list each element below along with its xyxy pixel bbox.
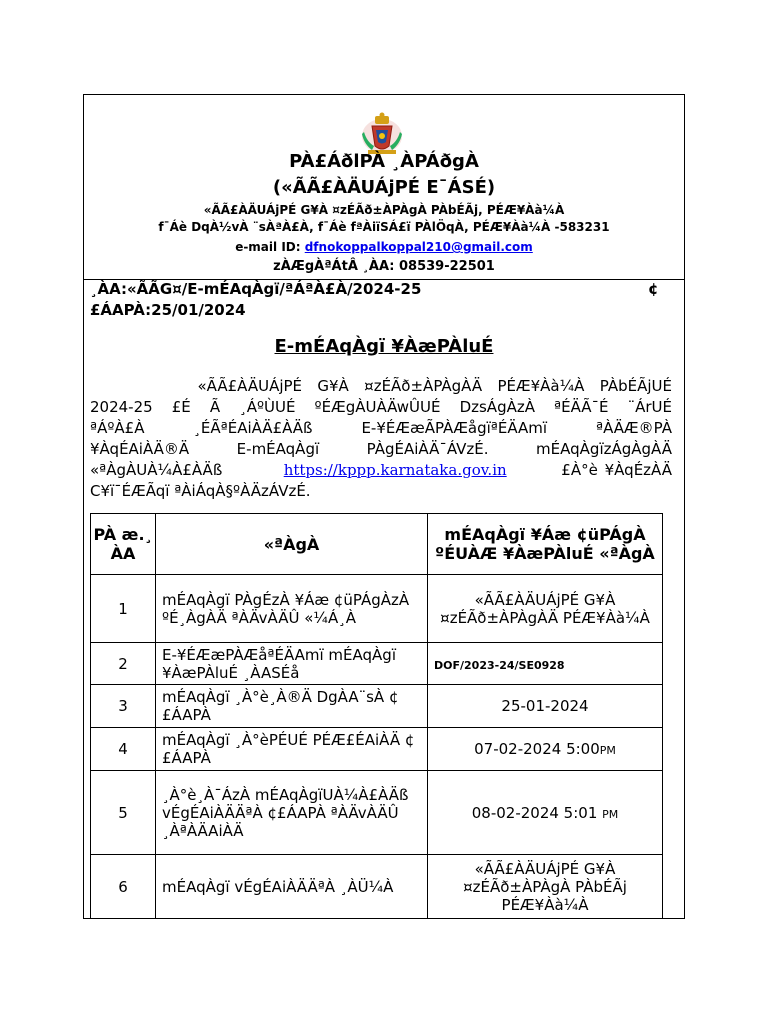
table-header-row bbox=[91, 514, 663, 575]
phone-line: zÀÆgÀªÁtÂ ¸ÀA: 08539-22501 bbox=[273, 259, 495, 274]
office-address-line2: f¯Áè DqÀ½vÀ ¨sÀªÀ£À, f¯Áè fªÀiïSÁ£ï PÀlÖqÀ, PÉÆ¥Àà¼À -583231 bbox=[158, 220, 610, 234]
row-number: 2 bbox=[91, 643, 156, 685]
row-number: 4 bbox=[91, 728, 156, 771]
reference-date-label: ¢ bbox=[648, 280, 659, 298]
row-value: 25-01-2024 bbox=[428, 685, 663, 728]
row-value: «ÃÃ£ÀÄUÁjPÉ G¥À ¤zÉÃð±ÀPÀgÀÄ PÉÆ¥Àà¼À bbox=[428, 575, 663, 643]
tender-details-table bbox=[90, 513, 663, 919]
notice-body bbox=[90, 376, 672, 502]
state-emblem-logo bbox=[359, 112, 405, 156]
row-value bbox=[428, 643, 663, 685]
row-description: mÉAqÀgï ¸À°è¸À®Ä DgÀA¨sÀ ¢£ÁAPÀ bbox=[156, 685, 428, 728]
row-value-suffix: PM bbox=[599, 744, 616, 757]
row-value bbox=[428, 728, 663, 771]
column-header-serial: PÀ æ.¸ ÀA bbox=[91, 514, 156, 575]
row-description: mÉAqÀgï ¸À°èPÉUÉ PÉÆ£ÉAiÀÄ ¢£ÁAPÀ bbox=[156, 728, 428, 771]
email-label: e-mail ID: bbox=[235, 240, 305, 254]
portal-link[interactable]: https://kppp.karnataka.gov.in bbox=[283, 461, 507, 479]
table-row bbox=[91, 643, 663, 685]
notice-body-line bbox=[90, 460, 672, 481]
row-value-datetime: 07-02-2024 5:00 bbox=[474, 740, 600, 758]
row-number: 1 bbox=[91, 575, 156, 643]
row-value: «ÃÃ£ÀÄUÁjPÉ G¥À ¤zÉÃð±ÀPÀgÀ PÀbÉÃj PÉÆ¥Àà¼À bbox=[428, 855, 663, 919]
notice-body-line bbox=[90, 376, 672, 397]
email-line bbox=[0, 240, 768, 254]
table-row bbox=[91, 575, 663, 643]
notice-body-line: ¥ÀqÉAiÀÄ®Ä E-mÉAqÀgï PÀgÉAiÀÄ¯ÁVzÉ. mÉAqÀgïzÁgÀgÀÄ bbox=[90, 440, 672, 458]
notice-body-text: «ÃÃ£ÀÄUÁjPÉ G¥À ¤zÉÃð±ÀPÀgÀÄ PÉÆ¥Àà¼À PÀbÉÃjUÉ bbox=[197, 377, 672, 395]
department-subtitle: («ÃÃ£ÀÄUÁjPÉ E¯ÁSÉ) bbox=[272, 177, 496, 198]
row-description: E-¥ÉÆæPÀÆåªÉÄAmï mÉAqÀgï ¥ÀæPÀluÉ ¸ÀASÉå bbox=[156, 643, 428, 685]
table-row bbox=[91, 771, 663, 855]
notice-body-text: «ªÀgÀUÀ¼À£ÀÄß bbox=[90, 461, 223, 479]
notice-body-line: ªÁºÀ£À ¸ÉÃªÉAiÀÄ£ÀÄß E-¥ÉÆæÃPÀÆågïªÉÄAmï ªÀÄÆ®PÀ bbox=[90, 419, 672, 437]
table-row bbox=[91, 728, 663, 771]
notice-heading: E-mÉAqÀgï ¥ÀæPÀluÉ bbox=[274, 336, 494, 357]
reference-date: £ÁAPÀ:25/01/2024 bbox=[90, 301, 246, 319]
column-header-particulars: «ªÀgÀ bbox=[156, 514, 428, 575]
row-value bbox=[428, 771, 663, 855]
row-value-suffix: PM bbox=[602, 807, 619, 821]
row-description: mÉAqÀgï vÉgÉAiÀÄÄªÀ ¸ÀÜ¼À bbox=[156, 855, 428, 919]
table-row bbox=[91, 685, 663, 728]
row-number: 5 bbox=[91, 771, 156, 855]
department-title: PÀ£ÁðlPÀ ¸ÀPÁðgÀ bbox=[289, 151, 479, 172]
row-number: 6 bbox=[91, 855, 156, 919]
row-description: mÉAqÀgï PÀgÉzÀ ¥Áæ ¢üPÁgÀzÀ ºÉ¸ÀgÀÄ ªÀÄvÀÄÛ «¼Á¸À bbox=[156, 575, 428, 643]
email-link[interactable]: dfnokoppalkoppal210@gmail.com bbox=[304, 240, 533, 254]
office-address-line1: «ÃÃ£ÀÄUÁjPÉ G¥À ¤zÉÃð±ÀPÀgÀ PÀbÉÃj, PÉÆ¥Àà¼À bbox=[203, 203, 565, 217]
notice-body-line: C¥ï¯ÉÆÃqï ªÀiÁqÀ§ºÀÄzÁVzÉ. bbox=[90, 482, 311, 500]
table-row bbox=[91, 855, 663, 919]
row-number: 3 bbox=[91, 685, 156, 728]
row-value-datetime: 08-02-2024 5:01 bbox=[471, 803, 603, 822]
notice-body-text: £À°è ¥ÀqÉzÀÄ bbox=[561, 461, 672, 479]
notice-body-line: 2024-25 £É Ã ¸ÁºÙUÉ ºÉÆgÀUÀÄwÛUÉ DzsÁgÀzÀ ªÉÄÃ¯É ¨ÁrUÉ bbox=[90, 398, 672, 416]
column-header-details: mÉAqÀgï ¥Áæ ¢üPÁgÀ ºÉUÀÆ ¥ÀæPÀluÉ «ªÀgÀ bbox=[428, 514, 663, 575]
row-description: ¸À°è¸À¯ÁzÀ mÉAqÀgïUÀ¼À£ÀÄß vÉgÉAiÀÄÄªÀ ¢£ÁAPÀ ªÀÄvÀÄÛ ¸ÀªÀÄAiÀÄ bbox=[156, 771, 428, 855]
tender-number: DOF/2023-24/SE0928 bbox=[434, 658, 565, 672]
reference-number: ¸ÀA:«ÃÃG¤/E-mÉAqÀgï/ªÁªÀ£À/2024-25 bbox=[90, 280, 422, 298]
